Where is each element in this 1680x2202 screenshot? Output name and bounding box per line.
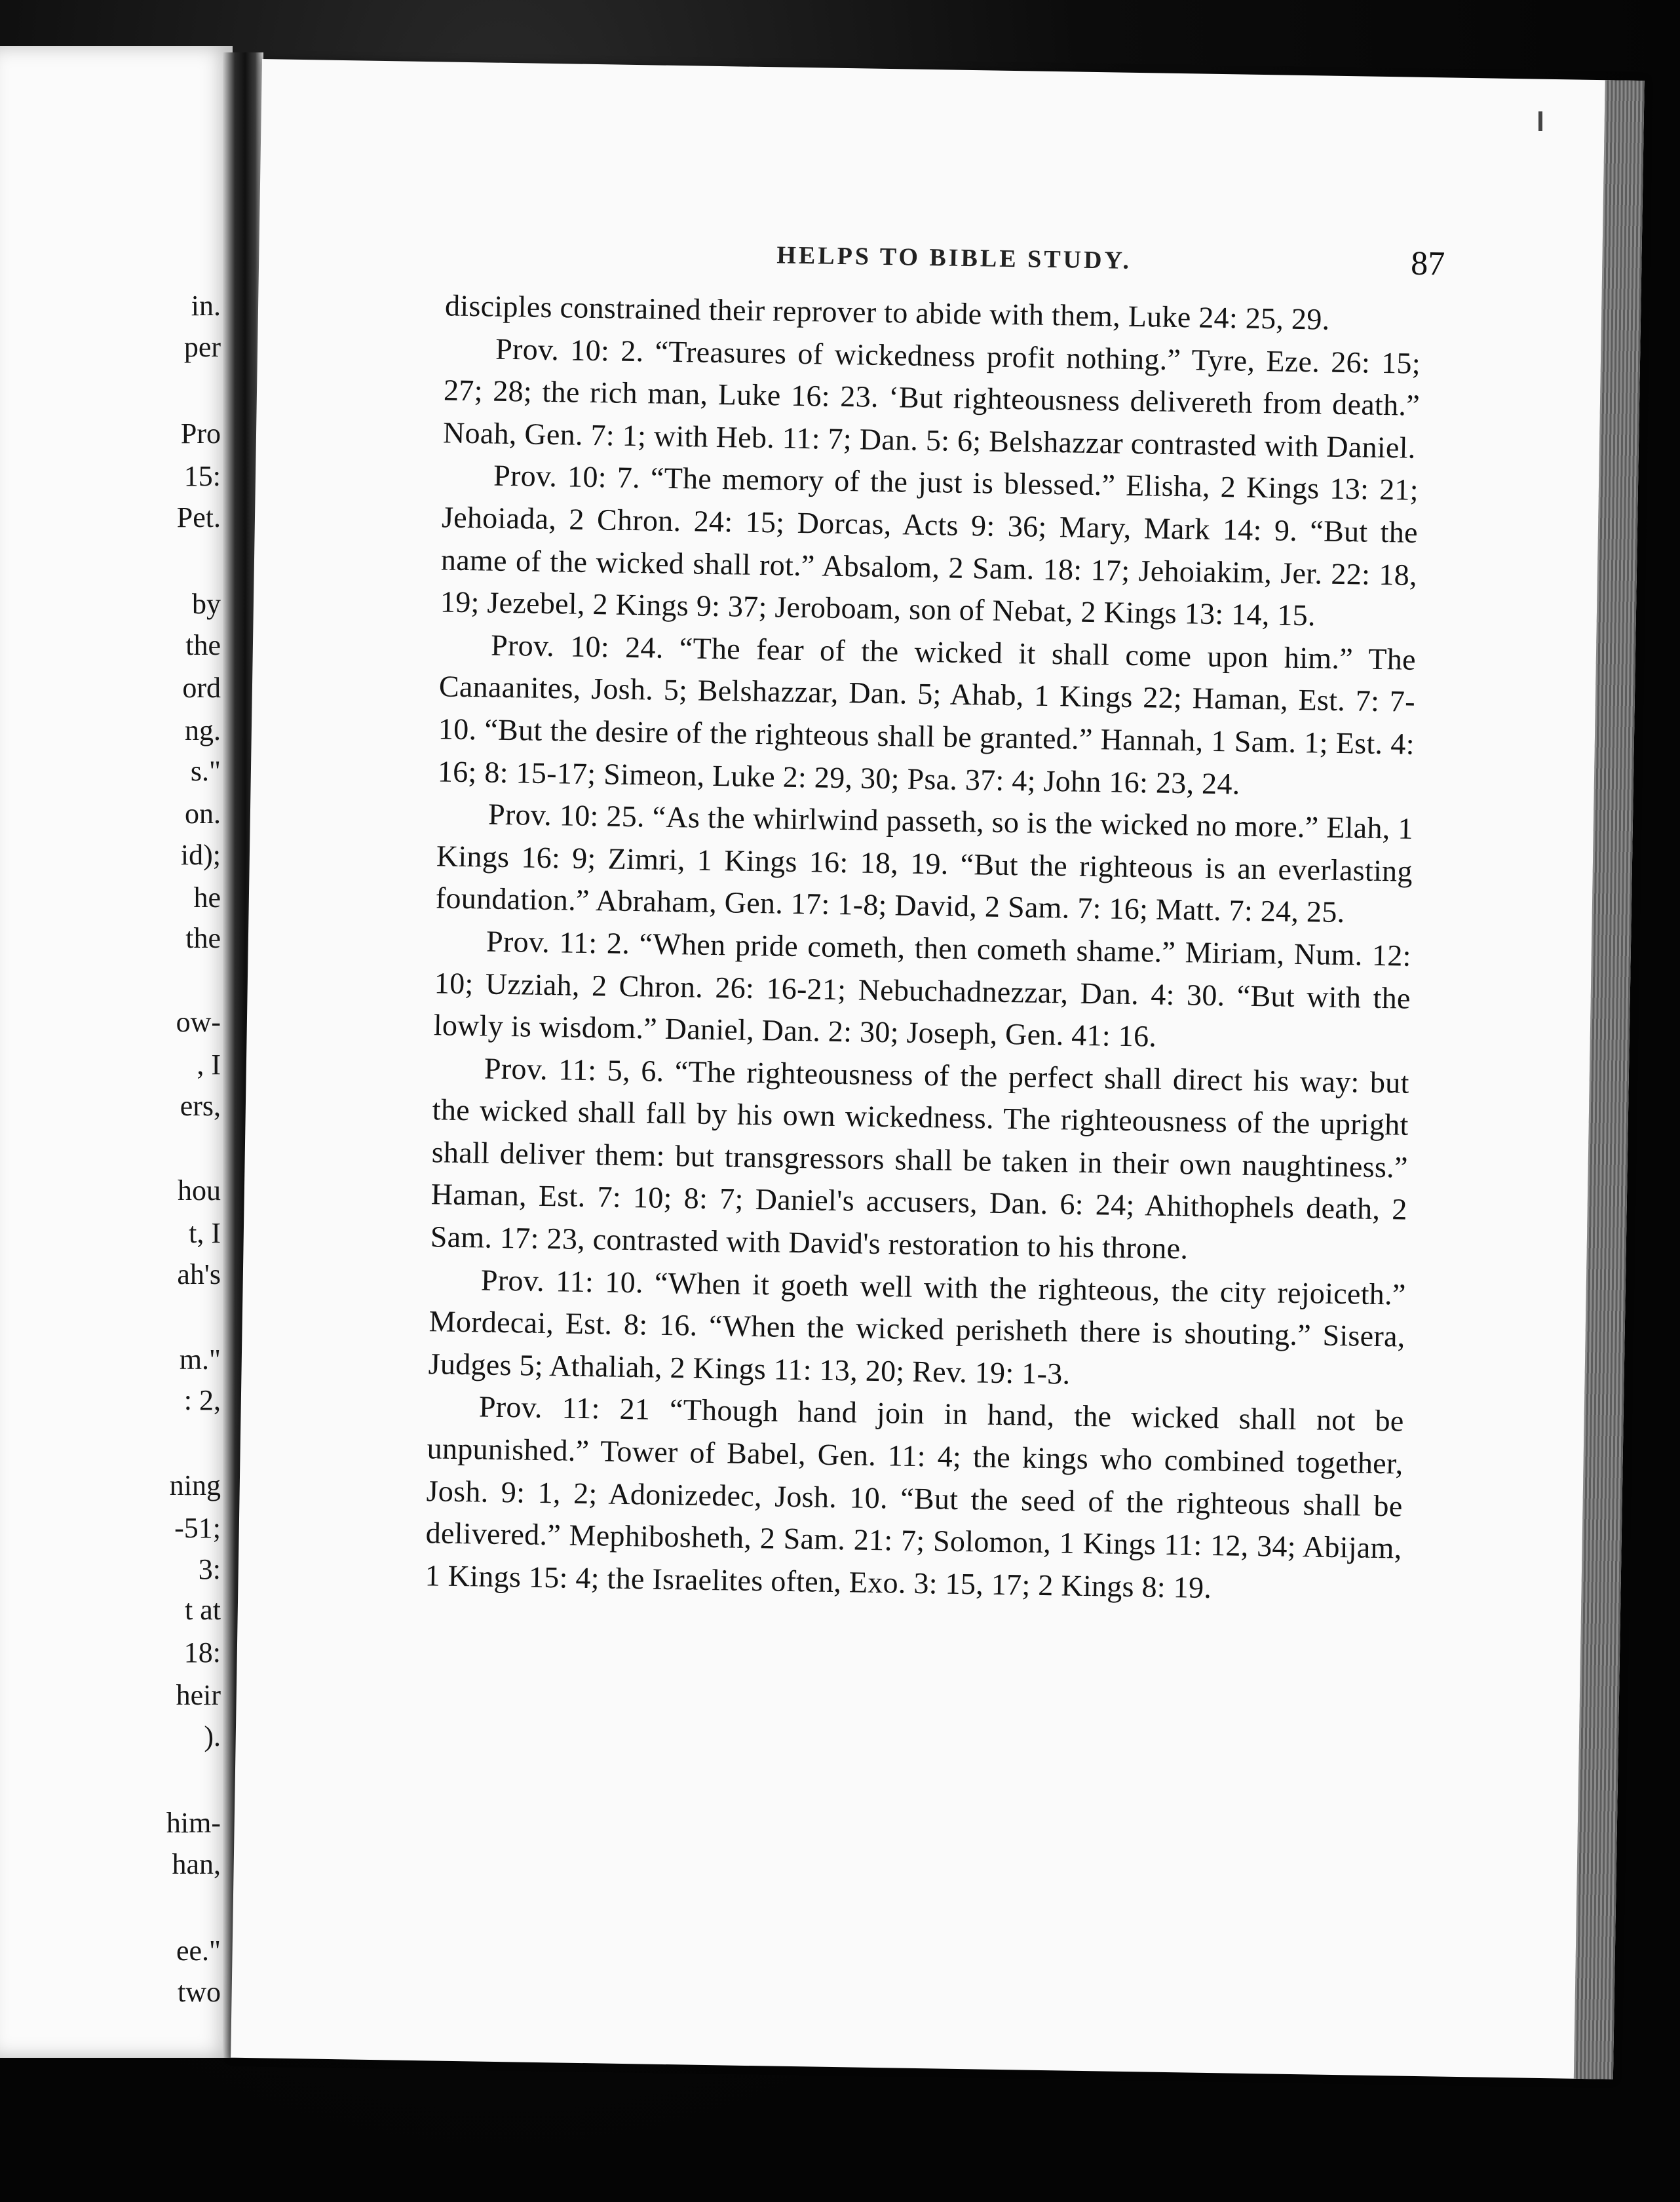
left-fragment: ow- — [176, 1006, 221, 1038]
left-fragment: ). — [204, 1720, 221, 1752]
paragraph: Prov. 10: 24. “The fear of the wicked it shall come upon him.” The Canaanites, Josh. 5; Belshazzar, Dan. 5; Ahab, 1 Kings 22; Haman, Est. 7: 7-10. “But the desire of the righteous shall be granted.” Hannah, 1 Sam. 1; Est. 4: 16; 8: 15-17; Simeon, Luke 2: 29, 30; Psa. 37: 4; John 16: 23, 24. — [437, 628, 1417, 801]
left-fragment: heir — [176, 1679, 221, 1711]
left-fragment: the — [185, 922, 221, 954]
left-fragment: he — [193, 881, 221, 914]
paragraph: Prov. 11: 2. “When pride cometh, then cometh shame.” Miriam, Num. 12: 10; Uzziah, 2 Chron. 26: 16-21; Nebuchadnezzar, Dan. 4: 30. “But with the lowly is wisdom.” Daniel, Dan. 2: 30; Joseph, Gen. 41: 16. — [433, 924, 1412, 1053]
paragraph: Prov. 11: 10. “When it goeth well with the righteous, the city rejoiceth.” Mordecai, Est. 8: 16. “When the wicked perisheth there is shouting.” Sisera, Judges 5; Athaliah, 2 Kings 11: 13, 20; Rev. 19: 1-3. — [428, 1263, 1407, 1391]
left-fragment: 3: — [198, 1553, 221, 1585]
left-fragment: ah's — [177, 1258, 221, 1290]
left-fragment: per — [183, 331, 221, 363]
left-fragment: 18: — [183, 1636, 221, 1669]
left-fragment: the — [185, 629, 221, 661]
body-text — [425, 284, 1421, 1612]
left-fragment: ng. — [185, 714, 221, 746]
left-fragment: on. — [185, 798, 221, 830]
left-fragment: , I — [197, 1049, 221, 1081]
paragraph: Prov. 11: 21 “Though hand join in hand, the wicked shall not be unpunished.” Tower of Babel, Gen. 11: 4; the kings who combined together, Josh. 9: 1, 2; Adonizedec, Josh. 10. “But the seed of the righteous shall be delivered.” Mephibosheth, 2 Sam. 21: 7; Solomon, 1 Kings 11: 12, 34; Abijam, 1 Kings 15: 4; the Israelites often, Exo. 3: 15, 17; 2 Kings 8: 19. — [425, 1389, 1404, 1604]
left-fragment: ord — [182, 672, 221, 704]
left-fragment: 15: — [183, 460, 221, 492]
left-fragment: id); — [180, 839, 221, 871]
left-fragment: in. — [191, 290, 221, 322]
left-fragment: t, I — [189, 1217, 221, 1249]
left-fragment: hou — [178, 1174, 221, 1207]
left-fragment: han, — [172, 1848, 221, 1880]
paragraph: Prov. 10: 25. “As the whirlwind passeth, so is the wicked no more.” Elah, 1 Kings 16: 9; Zimri, 1 Kings 16: 18, 19. “But the righteous is an everlasting foundation.” Abraham, Gen. 17: 1-8; David, 2 Sam. 7: 16; Matt. 7: 24, 25. — [435, 797, 1414, 929]
left-fragment: Pro — [180, 417, 221, 450]
left-fragment: by — [192, 588, 221, 620]
left-fragment: Pet. — [176, 501, 221, 533]
left-fragment: ers, — [180, 1090, 221, 1122]
paragraph: disciples constrained their reprover to abide with them, Luke 24: 25, 29. — [444, 288, 1330, 336]
running-head: HELPS TO BIBLE STUDY. — [776, 241, 1132, 275]
left-fragment: -51; — [174, 1512, 221, 1544]
left-fragment: him- — [166, 1807, 221, 1839]
right-page — [231, 59, 1645, 2079]
left-fragment: ning — [169, 1469, 221, 1501]
paragraph: Prov. 10: 2. “Treasures of wickedness profit nothing.” Tyre, Eze. 26: 15; 27; 28; the rich man, Luke 16: 23. ‘But righteousness delivereth from death.” Noah, Gen. 7: 1; with Heb. 11: 7; Dan. 5: 6; Belshazzar contrasted with Daniel. — [442, 332, 1421, 465]
left-page — [0, 46, 233, 2058]
left-fragment: : 2, — [183, 1384, 221, 1416]
left-fragment: m." — [179, 1343, 221, 1376]
corner-mark — [1538, 111, 1542, 131]
left-fragment: s." — [190, 755, 221, 787]
paragraph: Prov. 11: 5, 6. “The righteousness of the perfect shall direct his way: but the wicked shall fall by his own wickedness. The righteousness of the upright shall deliver them: but transgressors shall be taken in their own naughtiness.” Haman, Est. 7: 10; 8: 7; Daniel's accusers, Dan. 6: 24; Ahithophels death, 2 Sam. 17: 23, contrasted with David's restoration to his throne. — [430, 1051, 1410, 1265]
left-fragment: ee." — [176, 1935, 221, 1967]
left-fragment: t at — [185, 1594, 221, 1626]
left-fragment: two — [178, 1976, 221, 2008]
page-number: 87 — [1410, 244, 1445, 283]
paragraph: Prov. 10: 7. “The memory of the just is blessed.” Elisha, 2 Kings 13: 21; Jehoiada, 2 Chron. 24: 15; Dorcas, Acts 9: 36; Mary, Mark 14: 9. “But the name of the wicked shall rot.” Absalom, 2 Sam. 18: 17; Jehoiakim, Jer. 22: 18, 19; Jezebel, 2 Kings 9: 37; Jeroboam, son of Nebat, 2 Kings 13: 14, 15. — [440, 459, 1419, 632]
